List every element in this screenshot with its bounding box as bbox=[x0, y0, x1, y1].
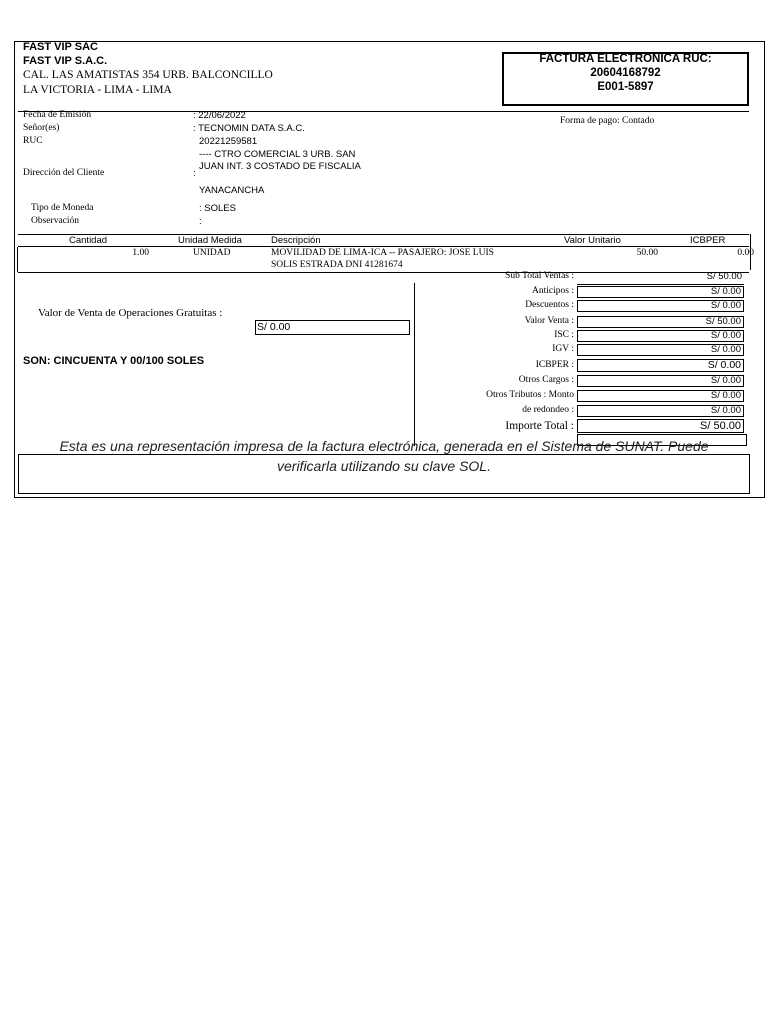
igv-value: S/ 0.00 bbox=[577, 344, 744, 356]
anticipos-value: S/ 0.00 bbox=[577, 286, 744, 298]
importe-total-label: Importe Total : bbox=[505, 420, 574, 432]
invoice-type-title: FACTURA ELECTRONICA RUC: bbox=[539, 53, 712, 65]
valor-venta-value: S/ 50.00 bbox=[577, 316, 744, 328]
header-divider bbox=[18, 111, 749, 112]
redondeo-value: S/ 0.00 bbox=[577, 405, 744, 417]
gratuitas-value: S/ 0.00 bbox=[255, 320, 410, 335]
senor-label: Señor(es) bbox=[23, 123, 60, 133]
col-cantidad: Cantidad bbox=[69, 235, 108, 246]
col-unidad-medida: Unidad Medida bbox=[178, 235, 242, 246]
issuer-district: LA VICTORIA - LIMA - LIMA bbox=[23, 84, 172, 96]
icbper-label: ICBPER : bbox=[535, 360, 574, 370]
otros-tributos-label: Otros Tributos : Monto bbox=[486, 390, 574, 400]
col-descripcion: Descripción bbox=[271, 235, 321, 246]
subtotal-value: S/ 50.00 bbox=[706, 271, 742, 282]
icbper-value: S/ 0.00 bbox=[577, 359, 744, 372]
row-descripcion-1: MOVILIDAD DE LIMA-ICA -- PASAJERO: JOSE LUIS bbox=[271, 248, 494, 258]
direccion-line-3: YANACANCHA bbox=[199, 185, 265, 196]
issuer-legal-name: FAST VIP S.A.C. bbox=[23, 55, 108, 67]
issuer-address: CAL. LAS AMATISTAS 354 URB. BALCONCILLO bbox=[23, 69, 273, 81]
fecha-value: : 22/06/2022 bbox=[193, 110, 246, 121]
subtotal-underline bbox=[577, 284, 744, 285]
redondeo-label: de redondeo : bbox=[522, 405, 574, 415]
otros-tributos-value: S/ 0.00 bbox=[577, 390, 744, 402]
row-icbper: 0.00 bbox=[737, 248, 754, 258]
row-unidad: UNIDAD bbox=[193, 248, 231, 258]
descuentos-value: S/ 0.00 bbox=[577, 300, 744, 312]
col-valor-unitario: Valor Unitario bbox=[564, 235, 621, 246]
row-descripcion-2: SOLIS ESTRADA DNI 41281674 bbox=[271, 260, 403, 270]
igv-label: IGV : bbox=[552, 344, 574, 354]
invoice-number: E001-5897 bbox=[597, 81, 654, 93]
direccion-colon: : bbox=[193, 168, 196, 179]
ruc-value: 20221259581 bbox=[199, 136, 258, 147]
table-bottom-line bbox=[18, 272, 749, 273]
senor-value: : TECNOMIN DATA S.A.C. bbox=[193, 123, 305, 134]
moneda-label: Tipo de Moneda bbox=[31, 203, 94, 213]
amount-in-words: SON: CINCUENTA Y 00/100 SOLES bbox=[23, 355, 205, 367]
otros-cargos-label: Otros Cargos : bbox=[518, 375, 574, 385]
col-icbper: ICBPER bbox=[690, 235, 726, 246]
row-valor-unitario: 50.00 bbox=[636, 248, 658, 258]
isc-label: ISC : bbox=[554, 330, 574, 340]
row-cantidad: 1.00 bbox=[132, 248, 149, 258]
observacion-label: Observación bbox=[31, 216, 80, 226]
table-top-line bbox=[18, 234, 749, 235]
subtotal-label: Sub Total Ventas : bbox=[505, 271, 574, 281]
ruc-label: RUC bbox=[23, 136, 43, 146]
direccion-line-2: JUAN INT. 3 COSTADO DE FISCALIA bbox=[199, 161, 361, 172]
anticipos-label: Anticipos : bbox=[532, 286, 574, 296]
footer-line-2: verificarla utilizando su clave SOL. bbox=[277, 458, 491, 474]
table-header-line bbox=[18, 246, 749, 247]
direccion-label: Dirección del Cliente bbox=[23, 168, 105, 178]
descuentos-label: Descuentos : bbox=[525, 300, 574, 310]
totals-divider bbox=[414, 283, 415, 446]
observacion-value: : bbox=[199, 216, 202, 227]
gratuitas-label: Valor de Venta de Operaciones Gratuitas : bbox=[38, 307, 223, 319]
importe-total-value: S/ 50.00 bbox=[577, 419, 744, 433]
valor-venta-label: Valor Venta : bbox=[524, 316, 574, 326]
fecha-label: Fecha de Emisión bbox=[23, 110, 92, 120]
invoice-ruc: 20604168792 bbox=[590, 67, 661, 79]
otros-cargos-value: S/ 0.00 bbox=[577, 375, 744, 387]
isc-value: S/ 0.00 bbox=[577, 330, 744, 342]
direccion-line-1: ---- CTRO COMERCIAL 3 URB. SAN bbox=[199, 149, 356, 160]
forma-pago: Forma de pago: Contado bbox=[560, 116, 655, 126]
footer-line-1: Esta es una representación impresa de la factura electrónica, generada en el Sistema de SUNAT. Puede bbox=[59, 438, 709, 454]
issuer-name: FAST VIP SAC bbox=[23, 41, 98, 53]
table-left-edge bbox=[17, 247, 18, 272]
moneda-value: : SOLES bbox=[199, 203, 236, 214]
